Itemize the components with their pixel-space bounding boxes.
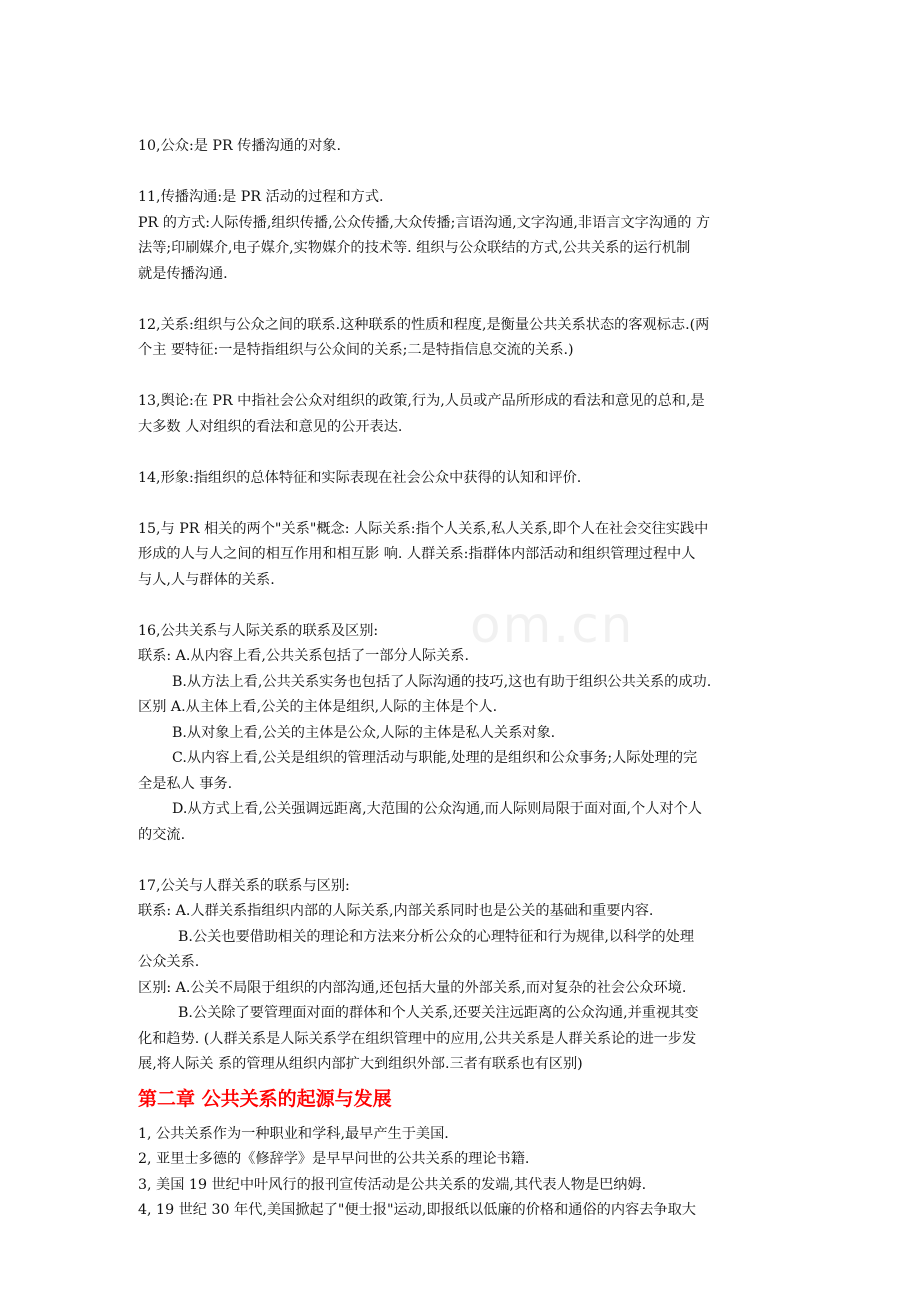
text-line: 17,公关与人群关系的联系与区别: xyxy=(138,877,350,894)
text-line: 12,关系:组织与公众之间的联系.这种联系的性质和程度,是衡量公共关系状态的客观标志.(两 xyxy=(138,316,710,333)
text-line: B.从方法上看,公共关系实务也包括了人际沟通的技巧,这也有助于组织公共关系的成功. xyxy=(172,673,712,690)
text-line: B.公关除了要管理面对面的群体和个人关系,还要关注远距离的公众沟通,并重视其变 xyxy=(178,1005,699,1021)
list-item: 2, 亚里士多德的《修辞学》是早早问世的公共关系的理论书籍. xyxy=(138,1151,530,1167)
text-line: D.从方式上看,公关强调远距离,大范围的公众沟通,而人际则局限于面对面,个人对个人 xyxy=(172,801,702,817)
text-line: 公众关系. xyxy=(138,954,200,970)
watermark: om.cn xyxy=(470,596,635,654)
text-line: PR 的方式:人际传播,组织传播,公众传播,大众传播;言语沟通,文字沟通,非语言文字沟通的 方 xyxy=(138,214,711,231)
text-line: C.从内容上看,公关是组织的管理活动与职能,处理的是组织和公众事务;人际处理的完 xyxy=(172,750,698,766)
text-line: B.从对象上看,公关的主体是公众,人际的主体是私人关系对象. xyxy=(172,724,556,741)
text-line: 化和趋势. (人群关系是人际关系学在组织管理中的应用,公共关系是人群关系论的进一步发 xyxy=(138,1030,697,1047)
paragraph-12 xyxy=(138,313,790,364)
text-line: 10,公众:是 PR 传播沟通的对象. xyxy=(138,138,341,154)
text-line: 就是传播沟通. xyxy=(138,265,228,282)
paragraph-10 xyxy=(138,134,790,160)
text-line: 14,形象:指组织的总体特征和实际表现在社会公众中获得的认知和评价. xyxy=(138,469,582,486)
paragraph-15 xyxy=(138,517,790,594)
text-line: 16,公共关系与人际关系的联系及区别: xyxy=(138,622,379,639)
text-line: 个主 要特征:一是特指组织与公众间的关系;二是特指信息交流的关系.) xyxy=(138,342,574,358)
text-line: 15,与 PR 相关的两个"关系"概念: 人际关系:指个人关系,私人关系,即个人在社会交往实践中 xyxy=(138,520,709,537)
paragraph-16 xyxy=(138,619,790,849)
paragraph-14 xyxy=(138,466,790,492)
text-line: 与人,人与群体的关系. xyxy=(138,571,275,588)
text-line: 形成的人与人之间的相互作用和相互影 响. 人群关系:指群体内部活动和组织管理过程中人 xyxy=(138,546,696,562)
text-line: 展,将人际关 系的管理从组织内部扩大到组织外部.三者有联系也有区别) xyxy=(138,1056,583,1072)
text-line: 联系: A.从内容上看,公共关系包括了一部分人际关系. xyxy=(138,648,470,664)
text-line: 法等;印刷媒介,电子媒介,实物媒介的技术等. 组织与公众联结的方式,公共关系的运行机制 xyxy=(138,240,691,256)
document-page xyxy=(138,134,790,1224)
text-line: 联系: A.人群关系指组织内部的人际关系,内部关系同时也是公关的基础和重要内容. xyxy=(138,903,654,919)
text-line: 13,舆论:在 PR 中指社会公众对组织的政策,行为,人员或产品所形成的看法和意见的总和,是 xyxy=(138,393,705,409)
list-item: 4, 19 世纪 30 年代,美国掀起了"便士报"运动,即报纸以低廉的价格和通俗的内容去争取大 xyxy=(138,1202,696,1218)
paragraph-17 xyxy=(138,874,790,1078)
chapter-list xyxy=(138,1122,790,1224)
text-line: 11,传播沟通:是 PR 活动的过程和方式. xyxy=(138,189,384,205)
list-item: 3, 美国 19 世纪中叶风行的报刊宣传活动是公共关系的发端,其代表人物是巴纳姆. xyxy=(138,1176,647,1193)
paragraph-11 xyxy=(138,185,790,287)
text-line: B.公关也要借助相关的理论和方法来分析公众的心理特征和行为规律,以科学的处理 xyxy=(178,928,695,945)
text-line: 的交流. xyxy=(138,826,186,843)
list-item: 1, 公共关系作为一种职业和学科,最早产生于美国. xyxy=(138,1125,449,1142)
text-line: 大多数 人对组织的看法和意见的公开表达. xyxy=(138,418,403,435)
text-line: 区别: A.公关不局限于组织的内部沟通,还包括大量的外部关系,而对复杂的社会公众环境. xyxy=(138,979,687,996)
text-line: 全是私人 事务. xyxy=(138,775,233,792)
text-line: 区别 A.从主体上看,公关的主体是组织,人际的主体是个人. xyxy=(138,699,498,715)
chapter-heading: 第二章 公共关系的起源与发展 xyxy=(138,1087,392,1110)
paragraph-13 xyxy=(138,389,790,440)
